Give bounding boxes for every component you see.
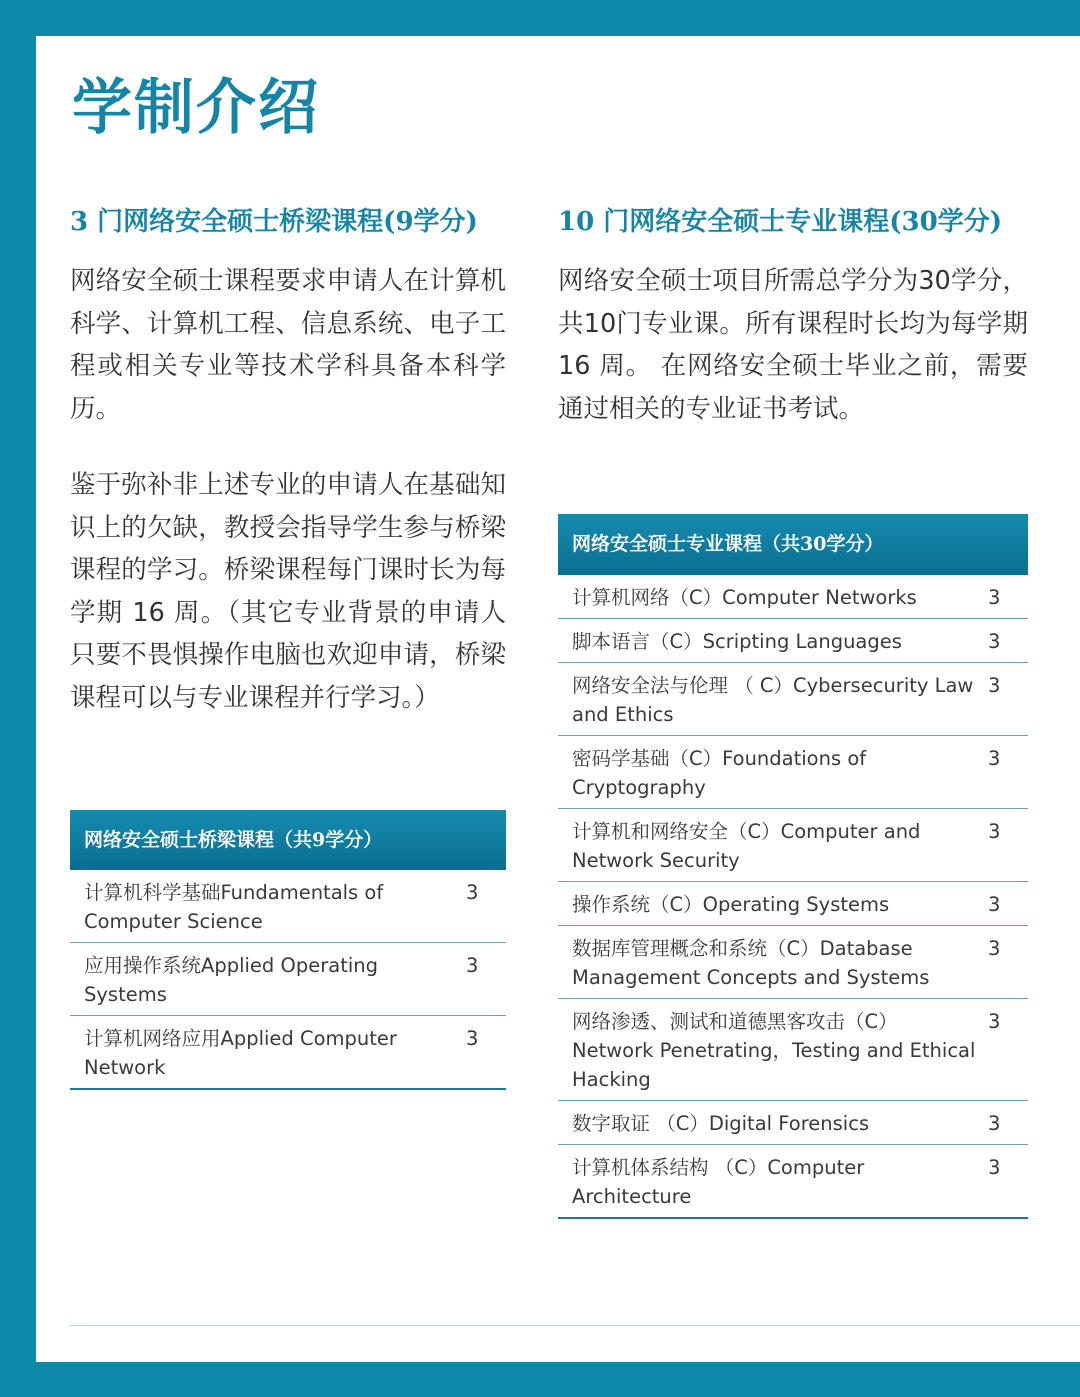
table-row	[558, 1145, 1028, 1219]
course-credit: 3	[988, 820, 1001, 843]
bridge-course-section	[70, 202, 506, 1079]
course-name: 计算机网络应用Applied Computer Network	[84, 1027, 397, 1079]
core-section-heading: 10 门网络安全硕士专业课程(30学分)	[558, 207, 1003, 237]
course-credit: 3	[988, 1112, 1001, 1135]
core-course-table	[558, 514, 1028, 1219]
page-title: 学制介绍	[72, 73, 320, 143]
course-name: 计算机网络（C）Computer Networks	[572, 586, 917, 609]
course-credit: 3	[988, 893, 1001, 916]
table-row	[558, 575, 1028, 619]
bridge-detail-paragraph: 鉴于弥补非上述专业的申请人在基础知识上的欠缺，教授会指导学生参与桥梁课程的学习。桥梁课程每门课时长为每学期 16 周。（其它专业背景的申请人只要不畏惧操作电脑也欢迎申请，桥梁课程可以与专业课程并行学习。）	[70, 470, 506, 713]
table-row	[70, 943, 506, 1016]
footer-divider	[70, 1325, 1080, 1326]
table-row	[558, 999, 1028, 1101]
course-credit: 3	[466, 1027, 479, 1050]
course-credit: 3	[988, 586, 1001, 609]
bridge-section-heading: 3 门网络安全硕士桥梁课程(9学分)	[70, 207, 478, 237]
course-credit: 3	[466, 881, 479, 904]
course-credit: 3	[988, 1010, 1001, 1033]
course-credit: 3	[988, 1156, 1001, 1179]
course-name: 网络安全法与伦理 （ C）Cybersecurity Law and Ethics	[572, 674, 974, 726]
table-row	[558, 619, 1028, 663]
core-course-section	[558, 202, 1028, 1208]
table-row	[558, 663, 1028, 736]
bridge-intro-paragraph: 网络安全硕士课程要求申请人在计算机科学、计算机工程、信息系统、电子工程或相关专业等技术学科具备本科学历。	[70, 266, 506, 424]
course-name: 数字取证 （C）Digital Forensics	[572, 1112, 870, 1135]
course-name: 脚本语言（C）Scripting Languages	[572, 630, 902, 653]
course-credit: 3	[988, 674, 1001, 697]
course-name: 计算机体系结构 （C）Computer Architecture	[572, 1156, 865, 1208]
course-credit: 3	[988, 937, 1001, 960]
course-credit: 3	[466, 954, 479, 977]
table-row	[558, 809, 1028, 882]
table-row	[558, 882, 1028, 926]
course-name: 计算机和网络安全（C）Computer and Network Security	[572, 820, 921, 872]
bridge-course-table	[70, 810, 506, 1090]
course-name: 数据库管理概念和系统（C）Database Management Concepts and Systems	[572, 937, 930, 989]
course-name: 应用操作系统Applied Operating Systems	[84, 954, 378, 1006]
table-row	[70, 870, 506, 943]
table-row	[558, 736, 1028, 809]
bridge-table-header: 网络安全硕士桥梁课程（共9学分）	[70, 810, 506, 870]
table-row	[70, 1016, 506, 1090]
table-row	[558, 1101, 1028, 1145]
course-name: 密码学基础（C）Foundations of Cryptography	[572, 747, 867, 799]
table-row	[558, 926, 1028, 999]
course-credit: 3	[988, 747, 1001, 770]
course-name: 网络渗透、测试和道德黑客攻击（C）Network Penetrating，Testing and Ethical Hacking	[572, 1010, 976, 1091]
core-intro-paragraph: 网络安全硕士项目所需总学分为30学分，共10门专业课。所有课程时长均为每学期 16 周。 在网络安全硕士毕业之前，需要通过相关的专业证书考试。	[558, 266, 1028, 424]
page-sheet	[36, 36, 1080, 1362]
core-table-header: 网络安全硕士专业课程（共30学分）	[558, 514, 1028, 575]
course-name: 操作系统（C）Operating Systems	[572, 893, 890, 916]
course-name: 计算机科学基础Fundamentals of Computer Science	[84, 881, 384, 933]
course-credit: 3	[988, 630, 1001, 653]
